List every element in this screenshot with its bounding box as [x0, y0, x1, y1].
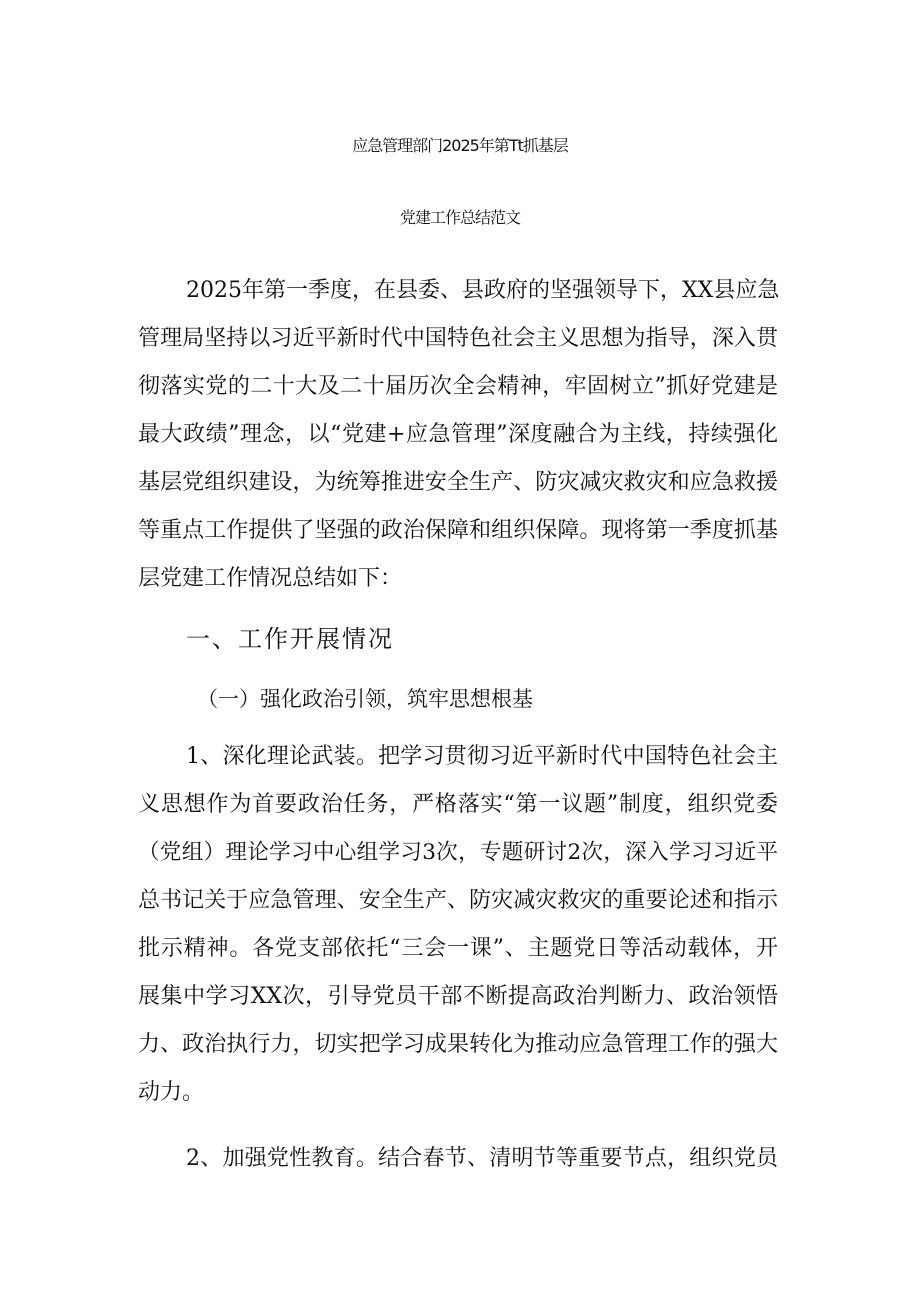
item2-line: 2、加强党性教育。结合春节、清明节等重要节点，组织党员 — [186, 1146, 778, 1171]
intro-line: 等重点工作提供了坚强的政治保障和组织保障。现将第一季度抓基 — [138, 518, 778, 543]
intro-line: 管理局坚持以习近平新时代中国特色社会主义思想为指导，深入贯 — [138, 326, 778, 351]
intro-line: 层党建工作情况总结如下： — [138, 566, 403, 591]
document-title-line-1: 应急管理部门2025年第Tt抓基层 — [352, 136, 568, 155]
document-title-line-2: 党建工作总结范文 — [399, 208, 520, 227]
item1-line: 1、深化理论武装。把学习贯彻习近平新时代中国特色社会主 — [186, 744, 778, 769]
item1-line: 力、政治执行力，切实把学习成果转化为推动应急管理工作的强大 — [138, 1032, 778, 1057]
intro-line: 最大政绩”理念，以“党建+应急管理”深度融合为主线，持续强化 — [138, 422, 778, 447]
item1-line: 义思想作为首要政治任务，严格落实“第一议题”制度，组织党委 — [138, 792, 778, 817]
item1-line: 批示精神。各党支部依托“三会一课”、主题党日等活动载体，开 — [138, 936, 778, 961]
item1-line: 总书记关于应急管理、安全生产、防灾减灾救灾的重要论述和指示 — [138, 888, 778, 913]
item1-line: 动力。 — [138, 1080, 205, 1105]
section-heading: 一、工作开展情况 — [186, 625, 394, 653]
item1-line: （党组）理论学习中心组学习3次，专题研讨2次，深入学习习近平 — [138, 840, 778, 865]
item1-line: 展集中学习XX次，引导党员干部不断提高政治判断力、政治领悟 — [138, 984, 778, 1009]
subsection-heading: （一）强化政治引领，筑牢思想根基 — [197, 687, 533, 711]
intro-line: 彻落实党的二十大及二十届历次全会精神，牢固树立”抓好党建是 — [138, 374, 778, 399]
intro-line: 2025年第一季度，在县委、县政府的坚强领导下，XX县应急 — [186, 278, 780, 303]
intro-line: 基层党组织建设，为统筹推进安全生产、防灾减灾救灾和应急救援 — [138, 470, 778, 495]
